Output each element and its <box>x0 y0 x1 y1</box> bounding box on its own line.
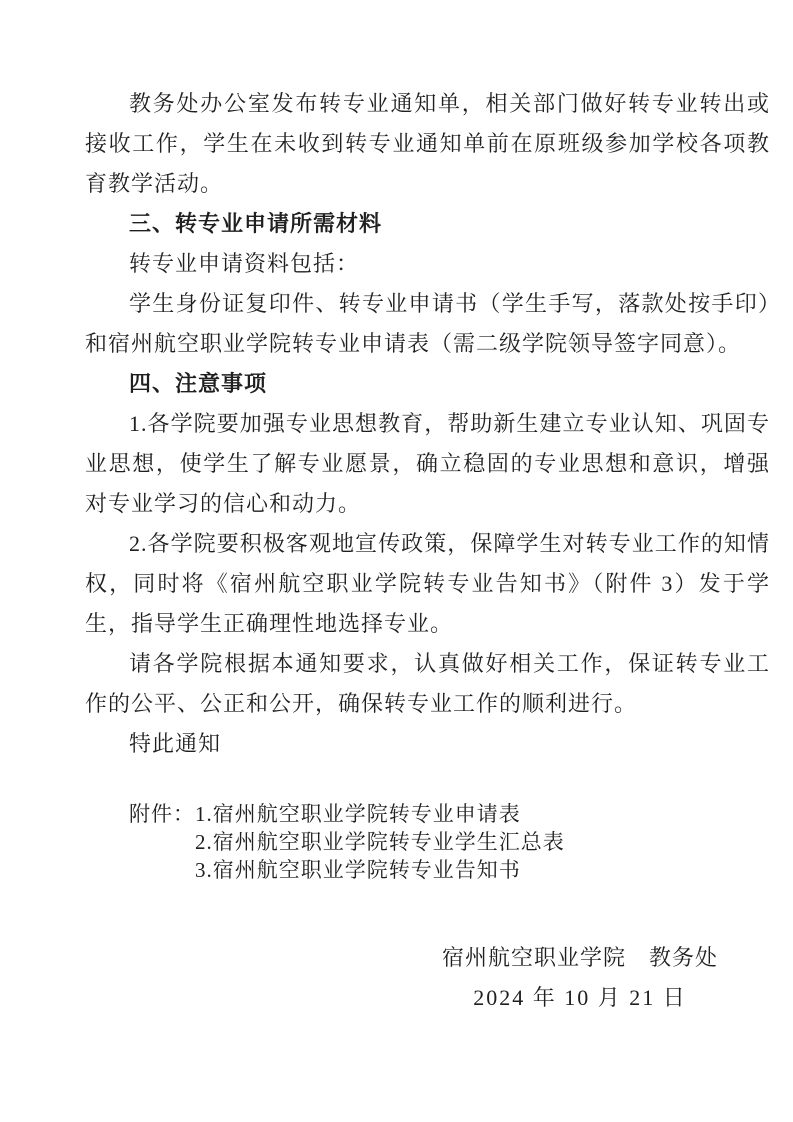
attachments-label: 附件： <box>129 802 195 826</box>
attachment-item-2: 2.宿州航空职业学院转专业学生汇总表 <box>195 830 565 854</box>
issue-date: 2024 年 10 月 21 日 <box>473 985 687 1010</box>
paragraph-materials-intro: 转专业申请资料包括： <box>129 251 360 276</box>
paragraph-note-2: 2.各学院要积极客观地宣传政策，保障学生对转专业工作的知情权，同时将《宿州航空职业学院转专业告知书》（附件 3）发于学生，指导学生正确理性地选择专业。 <box>85 531 770 636</box>
signature-block <box>305 938 793 1018</box>
issuer-name: 宿州航空职业学院 教务处 <box>441 945 718 970</box>
paragraph-dispatch-notice: 教务处办公室发布转专业通知单，相关部门做好转专业转出或接收工作，学生在未收到转专业通知单前在原班级参加学校各项教育教学活动。 <box>85 91 770 196</box>
paragraph-note-1: 1.各学院要加强专业思想教育，帮助新生建立专业认知、巩固专业思想，使学生了解专业愿景，确立稳固的专业思想和意识，增强对专业学习的信心和动力。 <box>85 411 770 516</box>
section-heading-materials: 三、转专业申请所需材料 <box>129 211 383 236</box>
paragraph-materials-list: 学生身份证复印件、转专业申请书（学生手写，落款处按手印）和宿州航空职业学院转专业申请表（需二级学院领导签字同意）。 <box>85 291 770 356</box>
attachments-list <box>195 800 565 884</box>
attachments-block <box>85 800 770 884</box>
attachment-item-3: 3.宿州航空职业学院转专业告知书 <box>195 858 521 882</box>
section-heading-notes: 四、注意事项 <box>129 371 268 396</box>
attachment-item-1: 1.宿州航空职业学院转专业申请表 <box>195 802 521 826</box>
paragraph-hereby-notice: 特此通知 <box>129 731 222 756</box>
paragraph-closing: 请各学院根据本通知要求，认真做好相关工作，保证转专业工作的公平、公正和公开，确保转专业工作的顺利进行。 <box>85 651 770 716</box>
